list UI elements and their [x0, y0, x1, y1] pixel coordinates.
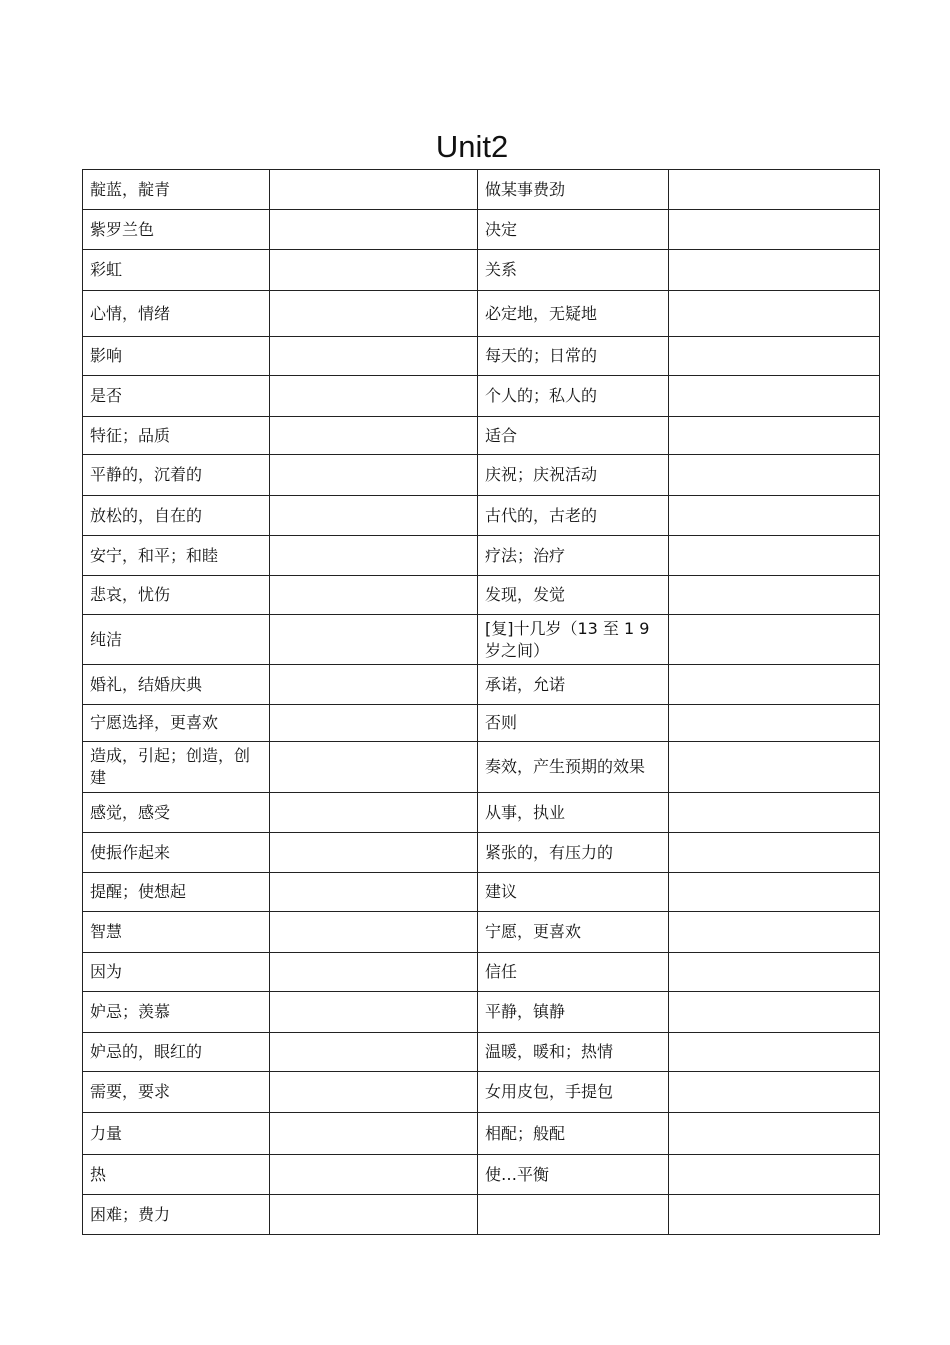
answer-blank-right[interactable]	[669, 1072, 880, 1113]
table-row	[83, 291, 880, 337]
chinese-term-right: 宁愿，更喜欢	[478, 912, 669, 953]
chinese-term-left: 力量	[83, 1113, 270, 1155]
table-row	[83, 455, 880, 496]
table-row	[83, 417, 880, 455]
table-row	[83, 873, 880, 912]
answer-blank-left[interactable]	[270, 793, 478, 833]
answer-blank-right[interactable]	[669, 833, 880, 873]
chinese-term-right: 庆祝；庆祝活动	[478, 455, 669, 496]
table-row	[83, 833, 880, 873]
table-row	[83, 615, 880, 665]
chinese-term-right: 平静，镇静	[478, 992, 669, 1033]
table-row	[83, 576, 880, 615]
answer-blank-right[interactable]	[669, 291, 880, 337]
chinese-term-left: 悲哀，忧伤	[83, 576, 270, 615]
chinese-term-left: 靛蓝，靛青	[83, 170, 270, 210]
chinese-term-right: 奏效，产生预期的效果	[478, 742, 669, 793]
chinese-term-left: 使振作起来	[83, 833, 270, 873]
table-row	[83, 705, 880, 742]
answer-blank-right[interactable]	[669, 1033, 880, 1072]
answer-blank-right[interactable]	[669, 417, 880, 455]
table-row	[83, 496, 880, 536]
chinese-term-right: 信任	[478, 953, 669, 992]
answer-blank-left[interactable]	[270, 291, 478, 337]
answer-blank-left[interactable]	[270, 170, 478, 210]
table-row	[83, 742, 880, 793]
answer-blank-left[interactable]	[270, 337, 478, 376]
chinese-term-right: 发现，发觉	[478, 576, 669, 615]
answer-blank-right[interactable]	[669, 1155, 880, 1195]
table-row	[83, 1072, 880, 1113]
answer-blank-left[interactable]	[270, 496, 478, 536]
answer-blank-left[interactable]	[270, 873, 478, 912]
table-row	[83, 992, 880, 1033]
answer-blank-right[interactable]	[669, 953, 880, 992]
table-row	[83, 1155, 880, 1195]
answer-blank-left[interactable]	[270, 992, 478, 1033]
vocabulary-table	[82, 169, 880, 1235]
answer-blank-left[interactable]	[270, 615, 478, 665]
answer-blank-left[interactable]	[270, 536, 478, 576]
answer-blank-right[interactable]	[669, 912, 880, 953]
answer-blank-right[interactable]	[669, 742, 880, 793]
answer-blank-left[interactable]	[270, 1033, 478, 1072]
chinese-term-left: 特征；品质	[83, 417, 270, 455]
chinese-term-right: 关系	[478, 250, 669, 291]
table-row	[83, 337, 880, 376]
chinese-term-left: 安宁，和平；和睦	[83, 536, 270, 576]
answer-blank-left[interactable]	[270, 1155, 478, 1195]
chinese-term-right: 疗法；治疗	[478, 536, 669, 576]
chinese-term-left: 困难；费力	[83, 1195, 270, 1235]
chinese-term-left: 婚礼，结婚庆典	[83, 665, 270, 705]
table-row	[83, 1113, 880, 1155]
chinese-term-left: 提醒；使想起	[83, 873, 270, 912]
answer-blank-left[interactable]	[270, 705, 478, 742]
chinese-term-right: 必定地，无疑地	[478, 291, 669, 337]
chinese-term-right: 古代的，古老的	[478, 496, 669, 536]
table-row	[83, 953, 880, 992]
chinese-term-right: 否则	[478, 705, 669, 742]
table-row	[83, 1195, 880, 1235]
chinese-term-left: 宁愿选择，更喜欢	[83, 705, 270, 742]
chinese-term-left: 影响	[83, 337, 270, 376]
answer-blank-left[interactable]	[270, 576, 478, 615]
chinese-term-left: 感觉，感受	[83, 793, 270, 833]
table-row	[83, 210, 880, 250]
chinese-term-right: 建议	[478, 873, 669, 912]
chinese-term-left: 妒忌的，眼红的	[83, 1033, 270, 1072]
answer-blank-right[interactable]	[669, 793, 880, 833]
table-row	[83, 1033, 880, 1072]
chinese-term-left: 心情，情绪	[83, 291, 270, 337]
table-row	[83, 376, 880, 417]
answer-blank-left[interactable]	[270, 912, 478, 953]
chinese-term-right: 承诺，允诺	[478, 665, 669, 705]
chinese-term-left: 因为	[83, 953, 270, 992]
table-row	[83, 912, 880, 953]
chinese-term-left: 平静的，沉着的	[83, 455, 270, 496]
chinese-term-left: 需要，要求	[83, 1072, 270, 1113]
answer-blank-right[interactable]	[669, 615, 880, 665]
answer-blank-left[interactable]	[270, 210, 478, 250]
chinese-term-right: 相配；般配	[478, 1113, 669, 1155]
answer-blank-right[interactable]	[669, 455, 880, 496]
table-row	[83, 536, 880, 576]
chinese-term-right: 决定	[478, 210, 669, 250]
chinese-term-left: 智慧	[83, 912, 270, 953]
chinese-term-left: 是否	[83, 376, 270, 417]
chinese-term-left: 紫罗兰色	[83, 210, 270, 250]
chinese-term-right	[478, 1195, 669, 1235]
chinese-term-right: 从事，执业	[478, 793, 669, 833]
answer-blank-left[interactable]	[270, 250, 478, 291]
chinese-term-left: 热	[83, 1155, 270, 1195]
table-row	[83, 665, 880, 705]
chinese-term-right: 女用皮包，手提包	[478, 1072, 669, 1113]
answer-blank-right[interactable]	[669, 1113, 880, 1155]
answer-blank-left[interactable]	[270, 1113, 478, 1155]
answer-blank-left[interactable]	[270, 417, 478, 455]
chinese-term-left: 彩虹	[83, 250, 270, 291]
table-row	[83, 250, 880, 291]
answer-blank-right[interactable]	[669, 376, 880, 417]
answer-blank-right[interactable]	[669, 337, 880, 376]
answer-blank-right[interactable]	[669, 496, 880, 536]
chinese-term-left: 纯洁	[83, 615, 270, 665]
chinese-term-right: 做某事费劲	[478, 170, 669, 210]
answer-blank-right[interactable]	[669, 576, 880, 615]
chinese-term-right: 个人的；私人的	[478, 376, 669, 417]
answer-blank-right[interactable]	[669, 665, 880, 705]
answer-blank-right[interactable]	[669, 250, 880, 291]
table-row	[83, 170, 880, 210]
chinese-term-right: 每天的；日常的	[478, 337, 669, 376]
chinese-term-left: 放松的，自在的	[83, 496, 270, 536]
answer-blank-left[interactable]	[270, 833, 478, 873]
table-row	[83, 793, 880, 833]
chinese-term-right: 紧张的，有压力的	[478, 833, 669, 873]
answer-blank-right[interactable]	[669, 210, 880, 250]
answer-blank-left[interactable]	[270, 1195, 478, 1235]
answer-blank-left[interactable]	[270, 455, 478, 496]
chinese-term-left: 妒忌；羡慕	[83, 992, 270, 1033]
answer-blank-right[interactable]	[669, 705, 880, 742]
page-title: Unit2	[435, 129, 509, 164]
chinese-term-left: 造成，引起；创造，创建	[83, 742, 270, 793]
chinese-term-right: 温暖，暖和；热情	[478, 1033, 669, 1072]
answer-blank-left[interactable]	[270, 953, 478, 992]
answer-blank-right[interactable]	[669, 1195, 880, 1235]
answer-blank-left[interactable]	[270, 665, 478, 705]
answer-blank-right[interactable]	[669, 992, 880, 1033]
answer-blank-right[interactable]	[669, 536, 880, 576]
chinese-term-right: 使…平衡	[478, 1155, 669, 1195]
chinese-term-right: 适合	[478, 417, 669, 455]
answer-blank-right[interactable]	[669, 873, 880, 912]
chinese-term-right: [复]十几岁（13 至 1 9 岁之间）	[478, 615, 669, 665]
answer-blank-right[interactable]	[669, 170, 880, 210]
answer-blank-left[interactable]	[270, 376, 478, 417]
answer-blank-left[interactable]	[270, 1072, 478, 1113]
answer-blank-left[interactable]	[270, 742, 478, 793]
